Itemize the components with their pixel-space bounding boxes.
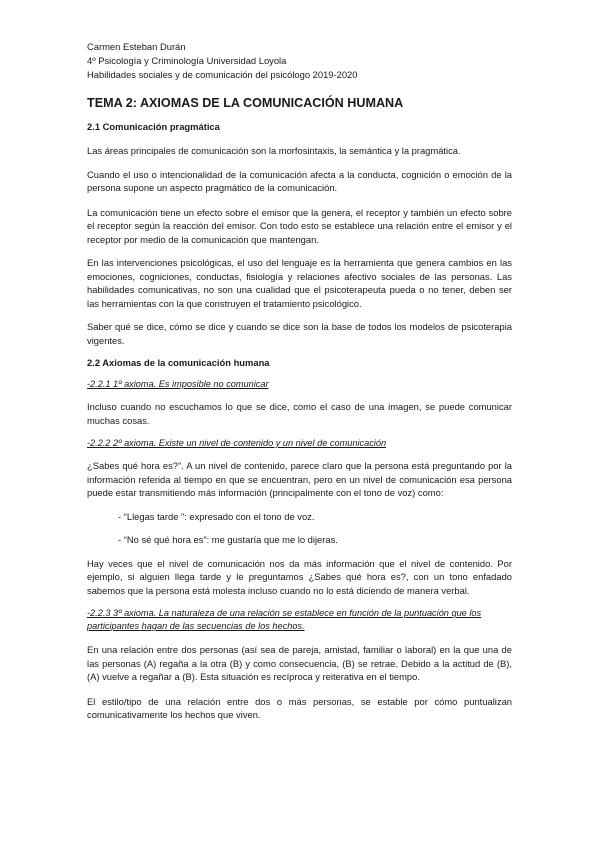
- list-item: - “Llegas tarde ”: expresado con el tono de voz.: [118, 510, 315, 522]
- paragraph: En las intervenciones psicológicas, el uso del lenguaje es la herramienta que genera cambios en las emociones, cogniciones, conductas, fisiología y relaciones afectivo sociales de las personas. Las habilidades comunicativas, no son una cualidad que el psicoterapeuta pueda o no tener, deben ser las herramientas con la que construyen el tratamiento psicológico.: [87, 257, 512, 309]
- list-item: - “No sé qué hora es”: me gustaría que me lo dijeras.: [118, 533, 338, 545]
- course-line: 4º Psicología y Criminología Universidad Loyola: [87, 55, 287, 66]
- author-name: Carmen Esteban Durán: [87, 41, 186, 52]
- section-heading-2-2: 2.2 Axiomas de la comunicación humana: [87, 357, 270, 368]
- example-list: [87, 510, 512, 546]
- axiom-1-title: -2.2.1 1º axioma. Es imposible no comunicar: [87, 379, 269, 389]
- paragraph: El estilo/tipo de una relación entre dos o más personas, se estable por cómo puntualizan comunicativamente los hechos que viven.: [87, 695, 512, 720]
- axiom-2-title: -2.2.2 2º axioma. Existe un nivel de contenido y un nivel de comunicación: [87, 438, 387, 448]
- paragraph: Cuando el uso o intencionalidad de la comunicación afecta a la conducta, cognición o emoción de la persona supone un aspecto pragmático de la comunicación.: [87, 168, 512, 193]
- paragraph: Hay veces que el nivel de comunicación nos da más información que el nivel de contenido. Por ejemplo, si alguien llega tarde y le preguntamos ¿Sabes qué hora es?, con un tono enfadado sabemos que la persona está molesta incluso cuando no lo está diciendo de manera verbal.: [87, 557, 512, 596]
- section-heading-2-1: 2.1 Comunicación pragmática: [87, 121, 220, 132]
- paragraph: En una relación entre dos personas (así sea de pareja, amistad, familiar o laboral) en la que una de las personas (A) regaña a la otra (B) y como consecuencia, (B) se retrae. Debido a la actitud de (B), (A) vuelve a regañar a (B). Esta situación es recíproca y reiterativa en el tiempo.: [87, 644, 512, 682]
- document-header: [87, 0, 512, 82]
- axiom-3-title: -2.2.3 3º axioma. La naturaleza de una relación se establece en función de la puntuación que los participantes hagan de las secuencias de los hechos.: [87, 608, 482, 631]
- page-title: TEMA 2: AXIOMAS DE LA COMUNICACIÓN HUMANA: [87, 96, 404, 110]
- paragraph: Incluso cuando no escuchamos lo que se dice, como el caso de una imagen, se puede comunicar muchas cosas.: [87, 401, 512, 426]
- paragraph: La comunicación tiene un efecto sobre el emisor que la genera, el receptor y también un efecto sobre el receptor según la reacción del emisor. Con todo esto se establece una relación entre el emisor y el receptor por medio de la comunicación que mantengan.: [87, 206, 512, 245]
- subject-line: Habilidades sociales y de comunicación del psicólogo 2019-2020: [87, 69, 358, 80]
- paragraph: ¿Sabes qué hora es?”. A un nivel de contenido, parece claro que la persona está preguntando por la información referida al tiempo en que se encuentran, pero en un nivel de comunicación esa persona puede estar transmitiendo más información (principalmente con el tono de voz) como:: [87, 460, 512, 498]
- paragraph: Las áreas principales de comunicación son la morfosintaxis, la semántica y la pragmática.: [87, 145, 461, 156]
- paragraph: Saber qué se dice, cómo se dice y cuando se dice son la base de todos los modelos de psicoterapia vigentes.: [87, 321, 512, 346]
